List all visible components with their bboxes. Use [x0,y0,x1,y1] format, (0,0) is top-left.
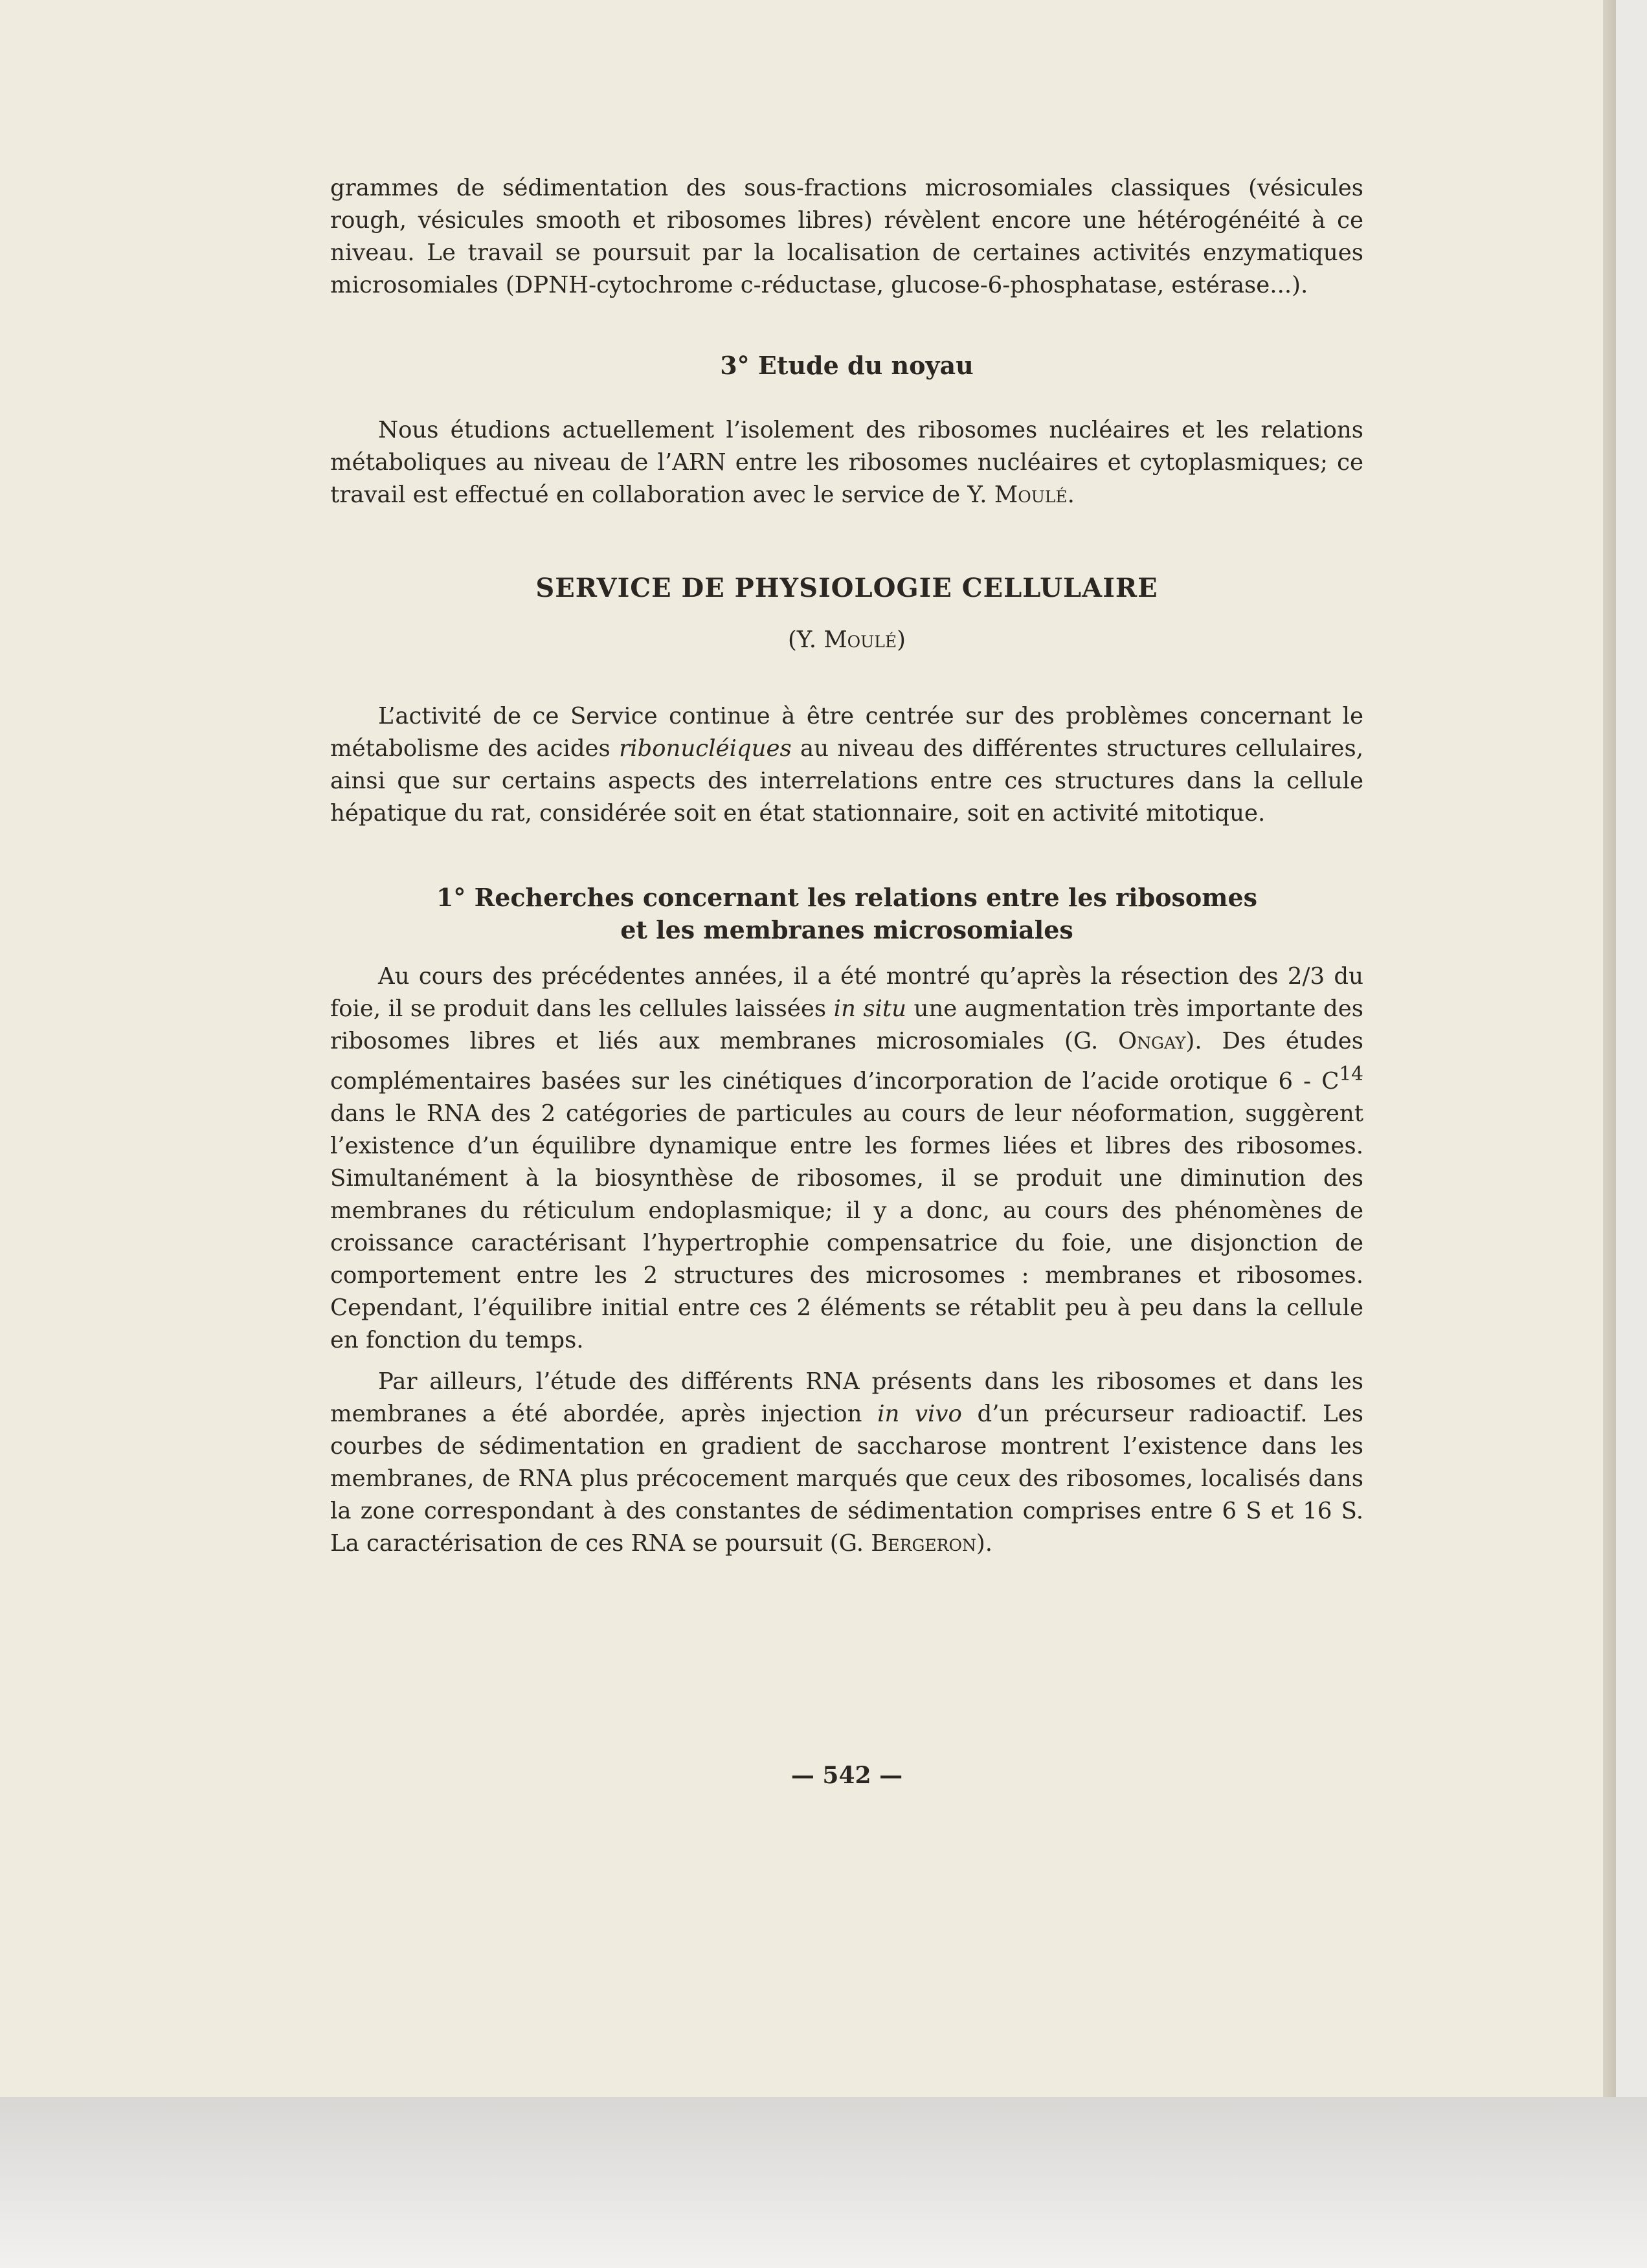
text-run: L’activité de ce Service continue à être centrée sur des problèmes concernant le métabolisme des acides [330,703,1363,762]
italic-term: in vivo [877,1400,962,1427]
text-run: ) [897,627,906,653]
text-run: Par ailleurs, l’étude des différents RNA présents dans les ribosomes et dans les membranes a été abordée, après injection [330,1368,1363,1427]
page-number: — 542 — [790,1762,903,1789]
author-name: Moulé [824,627,897,653]
text-run: d’un précurseur radioactif. Les courbes de sédimentation en gradient de saccharose montrent l’existence dans les membranes, de RNA plus précocement marqués que ceux des ribosomes, localisés dans la zone correspondant à des constantes de sédimentation comprises entre 6 S et 16 S. La caractérisation de ces RNA se poursuit (G. [330,1400,1363,1557]
text-run: au niveau des différentes structures cellulaires, ainsi que sur certains aspects des interrelations entre ces structures dans la cellule hépatique du rat, considérée soit en état stationnaire, soit en activité mitotique. [330,735,1363,827]
service-title: SERVICE DE PHYSIOLOGIE CELLULAIRE [535,573,1158,603]
service-intro-paragraph [330,700,1363,830]
section-heading-ribosomes [330,882,1363,946]
text-run: ). [976,1529,992,1557]
heading-line-1: 1° Recherches concernant les relations entre les ribosomes [436,883,1258,912]
text-run: dans le RNA des 2 catégories de particules au cours de leur néoformation, suggèrent l’existence d’un équilibre dynamique entre les formes liées et libres des ribosomes. Simultanément à la biosynthèse de ribosomes, il se produit une diminution des membranes du réticulum endoplasmique; il y a donc, au cours des phénomènes de croissance caractérisant l’hypertrophie compensatrice du foie, une disjonction de comportement entre les 2 structures des microsomes : membranes et ribosomes. Cependant, l’équilibre initial entre ces 2 éléments se rétablit peu à peu dans la cellule en fonction du temps. [330,1100,1363,1353]
page-content [330,172,1363,1560]
ribosomes-paragraph-2 [330,1366,1363,1560]
section-heading-noyau: 3° Etude du noyau [720,351,974,380]
ribosomes-paragraph-1 [330,961,1363,1357]
isotope-superscript: 14 [1339,1063,1363,1085]
author-name: Ongay [1118,1028,1186,1054]
italic-term: ribonucléiques [619,735,792,762]
text-run: (Y. [788,627,824,653]
text-run: Nous étudions actuellement l’isolement des ribosomes nucléaires et les relations métaboliques au niveau de l’ARN entre les ribosomes nucléaires et cytoplasmiques; ce travail est effectué en collaboration avec le service de Y. [330,417,1363,508]
text-run: ). Des études complémentaires basées sur les cinétiques d’incorporation de l’acide orotique 6 - C [330,1028,1363,1095]
author-name: Bergeron [871,1529,976,1557]
author-name: Moulé [994,482,1068,508]
text-run: . [1067,482,1075,508]
text-run: une augmentation très importante des ribosomes libres et liés aux membranes microsomiales (G. [330,995,1363,1054]
intro-paragraph: grammes de sédimentation des sous-fractions microsomiales classiques (vésicules rough, vésicules smooth et ribosomes libres) révèlent encore une hétérogénéité à ce niveau. Le travail se poursuit par la localisation de certaines activités enzymatiques microsomiales (DPNH-cytochrome c-réductase, glucose-6-phosphatase, estérase...). [330,175,1363,298]
service-director [330,624,1363,656]
text-run: Au cours des précédentes années, il a été montré qu’après la résection des 2/3 du foie, il se produit dans les cellules laissées [330,963,1363,1022]
italic-term: in situ [833,995,907,1022]
heading-line-2: et les membranes microsomiales [620,915,1073,944]
page-edge [1603,0,1616,2097]
scanner-background [0,2097,1647,2268]
noyau-paragraph [330,414,1363,511]
